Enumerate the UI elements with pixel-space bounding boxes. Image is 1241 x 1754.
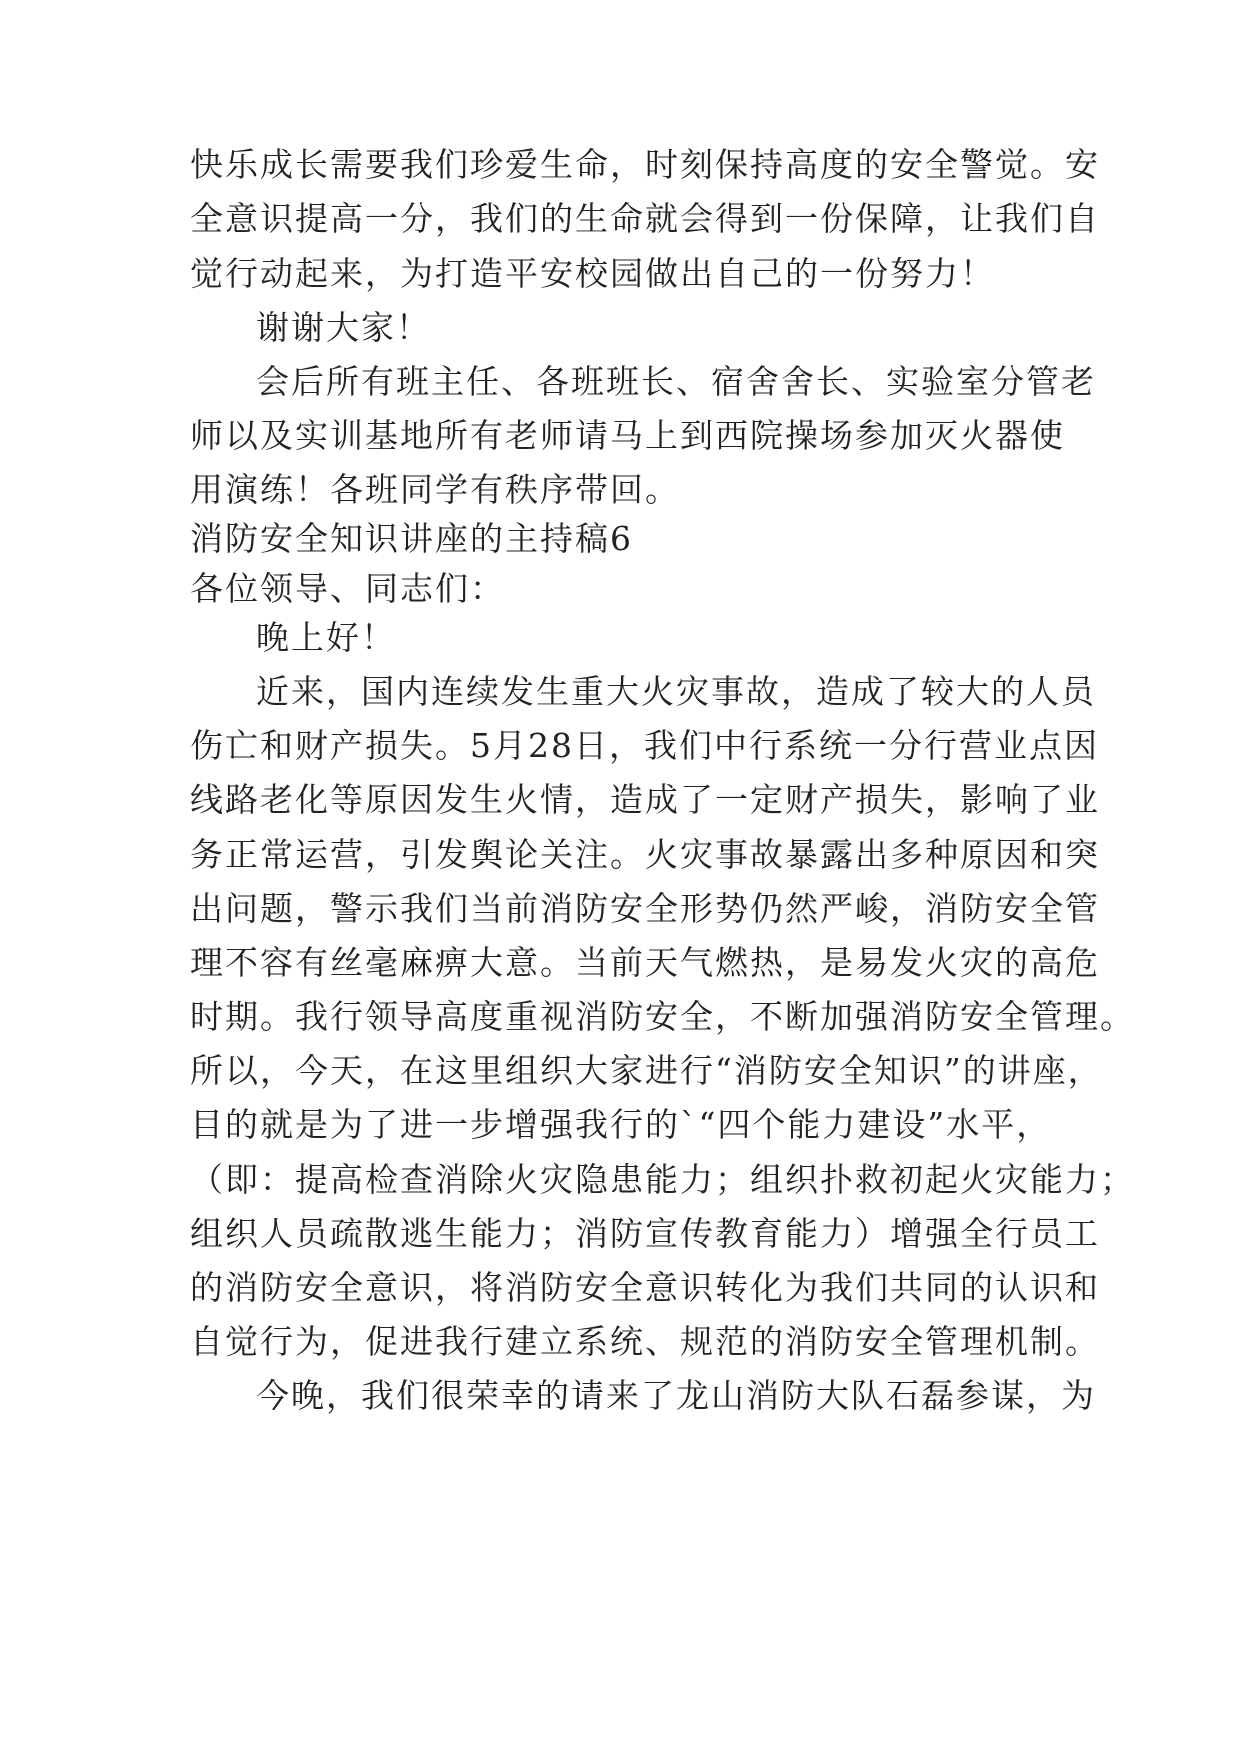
text-line: 师以及实训基地所有老师请马上到西院操场参加灭火器使 [190,416,1065,455]
text-line: 线路老化等原因发生火情，造成了一定财产损失，影响了业 [190,780,1100,819]
text-line: 觉行动起来，为打造平安校园做出自己的一份努力！ [190,254,995,293]
text-line: （即：提高检查消除火灾隐患能力；组织扑救初起火灾能力； [190,1160,1135,1199]
text-line: 用演练！各班同学有秩序带回。 [190,470,680,509]
text-line: 所以，今天，在这里组织大家进行“消防安全知识”的讲座， [190,1051,1103,1090]
text-line: 伤亡和财产损失。5月28日，我们中行系统一分行营业点因 [190,726,1099,765]
salutation: 各位领导、同志们： [190,569,505,608]
text-line: 时期。我行领导高度重视消防安全，不断加强消防安全管理。 [190,997,1135,1036]
text-line: 会后所有班主任、各班班长、宿舍舍长、实验室分管老 [256,362,1096,401]
text-line: 全意识提高一分，我们的生命就会得到一份保障，让我们自 [190,199,1100,238]
text-line: 出问题，警示我们当前消防安全形势仍然严峻，消防安全管 [190,889,1100,928]
text-line: 谢谢大家！ [256,308,431,347]
text-line: 近来，国内连续发生重大火灾事故，造成了较大的人员 [256,672,1096,711]
text-line: 晚上好！ [256,618,396,657]
text-line: 今晚，我们很荣幸的请来了龙山消防大队石磊参谋，为 [256,1376,1096,1415]
text-line: 自觉行为，促进我行建立系统、规范的消防安全管理机制。 [190,1322,1100,1361]
section-heading: 消防安全知识讲座的主持稿6 [190,519,633,558]
text-line: 的消防安全意识，将消防安全意识转化为我们共同的认识和 [190,1268,1100,1307]
text-line: 组织人员疏散逃生能力；消防宣传教育能力）增强全行员工 [190,1214,1100,1253]
text-line: 快乐成长需要我们珍爱生命，时刻保持高度的安全警觉。安 [190,145,1100,184]
text-line: 理不容有丝毫麻痹大意。当前天气燃热，是易发火灾的高危 [190,943,1100,982]
text-line: 务正常运营，引发舆论关注。火灾事故暴露出多种原因和突 [190,835,1100,874]
text-line: 目的就是为了进一步增强我行的`“四个能力建设”水平， [190,1105,1052,1144]
